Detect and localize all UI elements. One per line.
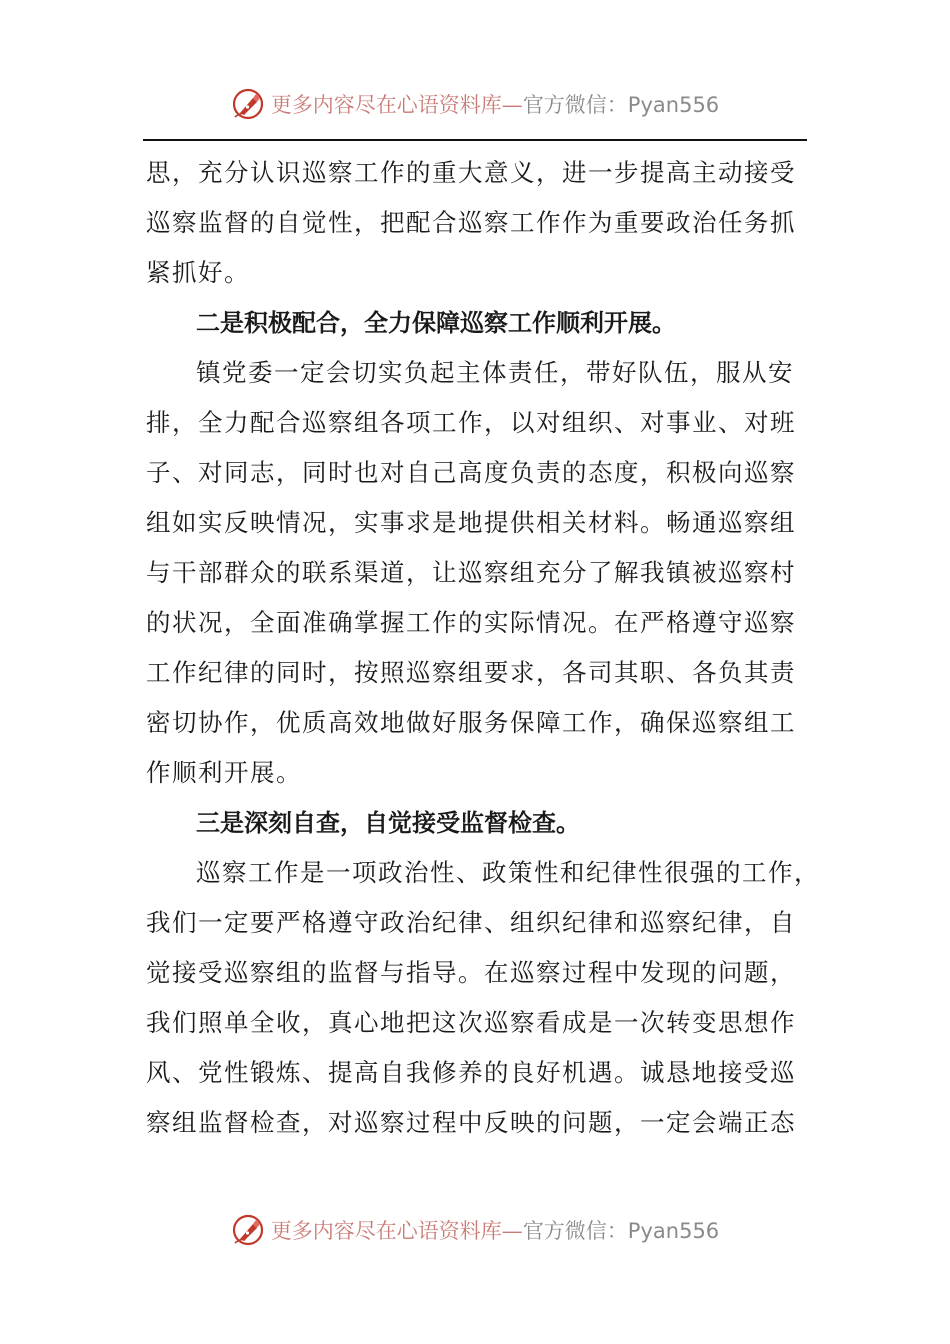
pen-nib-logo-icon	[231, 87, 265, 121]
section-heading: 二是积极配合，全力保障巡察工作顺利开展。	[196, 309, 676, 337]
page-header	[0, 84, 950, 124]
body-line: 组如实反映情况，实事求是地提供相关材料。畅通巡察组	[146, 508, 796, 537]
body-line: 作顺利开展。	[146, 758, 302, 787]
banner-site-text: 更多内容尽在心语资料库—	[270, 93, 523, 117]
document-body	[146, 148, 820, 1148]
body-line: 风、党性锻炼、提高自我修养的良好机遇。诚恳地接受巡	[146, 1058, 796, 1087]
footer-site-text: 更多内容尽在心语资料库—	[270, 1219, 523, 1243]
pen-nib-logo-icon	[231, 1213, 265, 1247]
body-line: 工作纪律的同时，按照巡察组要求，各司其职、各负其责	[146, 658, 796, 687]
body-line: 巡察监督的自觉性，把配合巡察工作作为重要政治任务抓	[146, 208, 796, 237]
body-line: 我们照单全收，真心地把这次巡察看成是一次转变思想作	[146, 1008, 796, 1037]
body-line: 密切协作，优质高效地做好服务保障工作，确保巡察组工	[146, 708, 796, 737]
body-line: 紧抓好。	[146, 258, 250, 287]
body-line: 察组监督检查，对巡察过程中反映的问题，一定会端正态	[146, 1108, 796, 1137]
body-line: 我们一定要严格遵守政治纪律、组织纪律和巡察纪律，自	[146, 908, 796, 937]
body-line: 与干部群众的联系渠道，让巡察组充分了解我镇被巡察村	[146, 558, 796, 587]
body-line: 排，全力配合巡察组各项工作，以对组织、对事业、对班	[146, 408, 796, 437]
footer-wechat-text: 官方微信：Pyan556	[522, 1219, 720, 1243]
footer-banner	[231, 1213, 719, 1247]
banner-wechat-text: 官方微信：Pyan556	[522, 93, 720, 117]
body-line: 子、对同志，同时也对自己高度负责的态度，积极向巡察	[146, 458, 796, 487]
section-heading: 三是深刻自查，自觉接受监督检查。	[196, 809, 580, 837]
body-line: 思，充分认识巡察工作的重大意义，进一步提高主动接受	[146, 158, 796, 187]
body-line: 觉接受巡察组的监督与指导。在巡察过程中发现的问题，	[146, 958, 796, 987]
header-divider	[143, 139, 807, 141]
header-banner	[231, 87, 719, 121]
body-line: 的状况，全面准确掌握工作的实际情况。在严格遵守巡察	[146, 608, 796, 637]
page-footer	[0, 1210, 950, 1250]
body-line: 巡察工作是一项政治性、政策性和纪律性很强的工作，	[196, 858, 820, 887]
body-line: 镇党委一定会切实负起主体责任，带好队伍，服从安	[196, 358, 794, 387]
